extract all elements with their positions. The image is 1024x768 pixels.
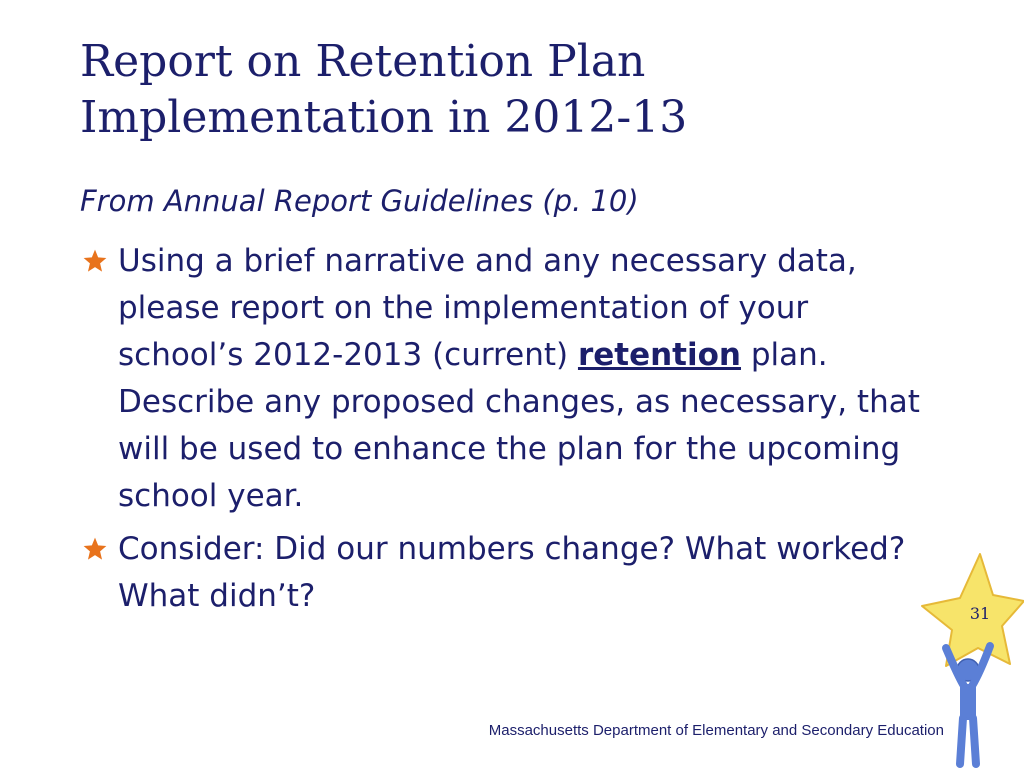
- bullet-text-1-before: Using a brief narrative and any necessary data, please report on the implementation of your school’s 2012-2013 (current): [118, 243, 857, 373]
- title-line-2: Implementation in 2012-13: [80, 92, 688, 143]
- star-icon: [82, 248, 108, 274]
- bullet-text-2: Consider: Did our numbers change? What worked? What didn’t?: [118, 531, 906, 614]
- star-icon: [82, 536, 108, 562]
- bullet-list: [82, 238, 922, 626]
- page-number: 31: [969, 604, 991, 623]
- star-person-icon: [900, 550, 1024, 768]
- title-line-1: Report on Retention Plan: [80, 36, 646, 87]
- bullet-item-2: [82, 526, 922, 620]
- slide-title: [80, 34, 940, 146]
- footer-organization: Massachusetts Department of Elementary and Secondary Education: [488, 722, 944, 739]
- retention-emphasis: retention: [577, 337, 741, 373]
- slide-subtitle: From Annual Report Guidelines (p. 10): [80, 184, 639, 218]
- bullet-item-1: [82, 238, 922, 520]
- bullet-text-1: [118, 238, 922, 520]
- bullet-text-1-after: plan. Describe any proposed changes, as necessary, that will be used to enhance the plan for the upcoming school year.: [118, 337, 920, 514]
